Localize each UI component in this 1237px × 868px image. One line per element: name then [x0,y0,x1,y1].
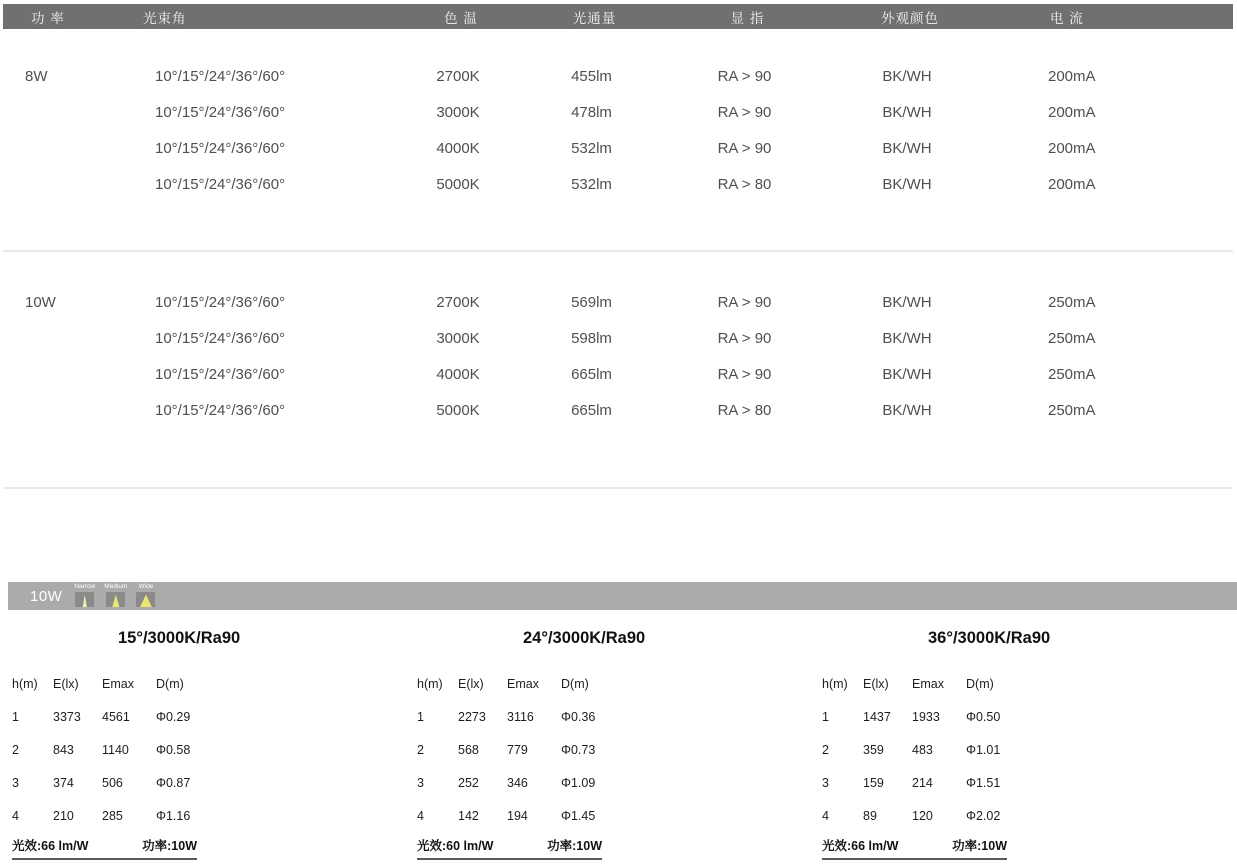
power-cell: 8W [25,67,48,85]
spec-row [0,94,1237,130]
photometric-table-title: 24°/3000K/Ra90 [523,629,646,647]
luminous-flux-cell: 532lm [571,175,612,193]
beam-icons [74,582,155,610]
color-temp-cell: 2700K [436,293,480,311]
photometric-table-header-row [822,668,1167,700]
e-lx-cell: 252 [458,775,479,790]
efficacy-label: 光效:66 lm/W [12,839,89,853]
photometric-column-header: D(m) [561,677,589,691]
efficacy-label: 光效:66 lm/W [822,839,899,853]
photometric-table-row [12,799,357,832]
medium-beam-icon [104,583,127,607]
height-cell: 4 [417,808,424,823]
photometric-table-row [417,733,762,766]
cri-cell: RA > 90 [717,329,772,347]
beam-angle-cell: 10°/15°/24°/36°/60° [155,365,286,383]
color-temp-cell: 3000K [436,103,480,121]
height-cell: 3 [822,775,829,790]
photometric-table-row [822,700,1167,733]
emax-cell: 506 [102,775,123,790]
spec-row [0,284,1237,320]
luminous-flux-cell: 532lm [571,139,612,157]
color-temp-cell: 4000K [436,365,480,383]
header-power: 功 率 [31,10,65,26]
emax-cell: 3116 [507,709,534,724]
header-luminous-flux: 光通量 [572,10,617,26]
emax-cell: 285 [102,808,123,823]
beam-cone-shape [107,594,124,607]
diameter-cell: Φ0.36 [561,709,596,724]
table-bottom-divider [3,487,1233,489]
current-cell: 200mA [1048,67,1096,85]
beam-angle-cell: 10°/15°/24°/36°/60° [155,293,286,311]
spec-group-10W [0,284,1237,428]
photometric-table-row [12,700,357,733]
beam-angle-cell: 10°/15°/24°/36°/60° [155,67,286,85]
photometric-table-row [822,733,1167,766]
cri-cell: RA > 90 [717,365,772,383]
photometric-column-header: E(lx) [53,677,79,691]
photometric-table-header-row [417,668,762,700]
emax-cell: 483 [912,742,933,757]
emax-cell: 194 [507,808,528,823]
cri-cell: RA > 90 [717,103,772,121]
color-temp-cell: 3000K [436,329,480,347]
beam-angle-cell: 10°/15°/24°/36°/60° [155,329,286,347]
housing-color-cell: BK/WH [882,293,932,311]
beam-icon-box [136,592,155,607]
photometric-column-header: h(m) [417,677,443,691]
power-bar-label: 10W [30,587,63,605]
diameter-cell: Φ1.45 [561,808,596,823]
e-lx-cell: 2273 [458,709,486,724]
spec-row [0,392,1237,428]
housing-color-cell: BK/WH [882,103,932,121]
luminous-flux-cell: 665lm [571,401,612,419]
emax-cell: 120 [912,808,933,823]
photometric-table [417,628,762,860]
e-lx-cell: 3373 [53,709,81,724]
power-cell: 10W [25,293,56,311]
height-cell: 3 [12,775,19,790]
photometric-column-header: h(m) [12,677,38,691]
beam-icon-box [75,592,94,607]
height-cell: 3 [417,775,424,790]
housing-color-cell: BK/WH [882,139,932,157]
beam-cone-shape [137,594,154,607]
emax-cell: 214 [912,775,933,790]
e-lx-cell: 359 [863,742,884,757]
diameter-cell: Φ0.73 [561,742,596,757]
photometric-table-title: 36°/3000K/Ra90 [928,629,1051,647]
housing-color-cell: BK/WH [882,329,932,347]
datasheet-page [0,4,1237,868]
luminous-flux-cell: 598lm [571,329,612,347]
beam-angle-cell: 10°/15°/24°/36°/60° [155,139,286,157]
diameter-cell: Φ2.02 [966,808,1001,823]
luminous-flux-cell: 665lm [571,365,612,383]
color-temp-cell: 5000K [436,175,480,193]
photometric-table [822,628,1167,860]
height-cell: 2 [12,742,19,757]
photometric-table-row [822,766,1167,799]
diameter-cell: Φ0.29 [156,709,191,724]
diameter-cell: Φ1.16 [156,808,191,823]
beam-angle-cell: 10°/15°/24°/36°/60° [155,103,286,121]
height-cell: 1 [822,709,829,724]
current-cell: 250mA [1048,365,1096,383]
spec-table-body [0,58,1237,489]
e-lx-cell: 142 [458,808,479,823]
header-housing-color: 外观颜色 [881,10,939,26]
height-cell: 1 [417,709,424,724]
current-cell: 250mA [1048,293,1096,311]
e-lx-cell: 843 [53,742,74,757]
photometric-table-row [12,733,357,766]
luminous-flux-cell: 455lm [571,67,612,85]
beam-icon-box [106,592,125,607]
e-lx-cell: 89 [863,808,877,823]
photometric-table-row [417,766,762,799]
spec-row [0,58,1237,94]
emax-cell: 346 [507,775,528,790]
cri-cell: RA > 90 [717,293,772,311]
diameter-cell: Φ0.58 [156,742,191,757]
power-label: 功率:10W [142,839,197,853]
luminous-flux-cell: 569lm [571,293,612,311]
diameter-cell: Φ0.87 [156,775,191,790]
beam-angle-cell: 10°/15°/24°/36°/60° [155,401,286,419]
height-cell: 4 [12,808,19,823]
e-lx-cell: 159 [863,775,884,790]
current-cell: 250mA [1048,329,1096,347]
spec-table-header [3,4,1233,29]
photometric-table-grid [12,668,357,860]
photometric-column-header: E(lx) [458,677,484,691]
diameter-cell: Φ1.51 [966,775,1001,790]
beam-angle-cell: 10°/15°/24°/36°/60° [155,175,286,193]
spec-row [0,166,1237,202]
e-lx-cell: 568 [458,742,479,757]
photometric-table [12,628,357,860]
e-lx-cell: 1437 [863,709,891,724]
wide-beam-icon [136,583,155,607]
header-color-temp: 色 温 [444,10,478,26]
housing-color-cell: BK/WH [882,365,932,383]
diameter-cell: Φ0.50 [966,709,1001,724]
current-cell: 200mA [1048,175,1096,193]
color-temp-cell: 4000K [436,139,480,157]
photometric-table-header-row [12,668,357,700]
current-cell: 200mA [1048,139,1096,157]
e-lx-cell: 374 [53,775,74,790]
housing-color-cell: BK/WH [882,175,932,193]
diameter-cell: Φ1.09 [561,775,596,790]
spec-group-8W [0,58,1237,202]
photometric-table-row [417,799,762,832]
color-temp-cell: 2700K [436,67,480,85]
cri-cell: RA > 80 [717,401,772,419]
height-cell: 2 [822,742,829,757]
beam-cone-shape [76,594,93,607]
cri-cell: RA > 80 [717,175,772,193]
photometric-table-footer [822,832,1007,860]
photometric-power-bar [8,582,1237,610]
luminous-flux-cell: 478lm [571,103,612,121]
height-cell: 4 [822,808,829,823]
section-divider [3,250,1233,252]
header-current: 电 流 [1050,10,1084,26]
current-cell: 200mA [1048,103,1096,121]
photometric-table-grid [417,668,762,860]
photometric-table-grid [822,668,1167,860]
power-label: 功率:10W [952,839,1007,853]
cri-cell: RA > 90 [717,67,772,85]
diameter-cell: Φ1.01 [966,742,1001,757]
photometric-column-header: Emax [912,677,944,691]
efficacy-label: 光效:60 lm/W [417,839,494,853]
e-lx-cell: 210 [53,808,74,823]
photometric-column-header: D(m) [156,677,184,691]
photometric-table-row [417,700,762,733]
emax-cell: 779 [507,742,528,757]
spec-row [0,356,1237,392]
photometric-table-footer [12,832,197,860]
narrow-beam-icon [74,583,95,607]
beam-icon-label: Narrow [74,583,96,590]
housing-color-cell: BK/WH [882,401,932,419]
photometric-column-header: Emax [507,677,539,691]
emax-cell: 1140 [102,742,129,757]
cri-cell: RA > 90 [717,139,772,157]
photometric-tables [12,628,1237,860]
emax-cell: 1933 [912,709,940,724]
header-beam-angle: 光束角 [143,10,187,26]
height-cell: 1 [12,709,19,724]
spec-row [0,320,1237,356]
photometric-table-title: 15°/3000K/Ra90 [118,629,241,647]
color-temp-cell: 5000K [436,401,480,419]
current-cell: 250mA [1048,401,1096,419]
housing-color-cell: BK/WH [882,67,932,85]
photometric-column-header: h(m) [822,677,848,691]
photometric-column-header: Emax [102,677,134,691]
photometric-table-row [12,766,357,799]
photometric-column-header: D(m) [966,677,994,691]
spec-row [0,130,1237,166]
beam-icon-label: Medium [104,583,128,590]
photometric-column-header: E(lx) [863,677,889,691]
emax-cell: 4561 [102,709,130,724]
height-cell: 2 [417,742,424,757]
photometric-table-footer [417,832,602,860]
photometric-table-row [822,799,1167,832]
header-cri: 显 指 [730,10,765,26]
power-label: 功率:10W [547,839,602,853]
beam-icon-label: Wide [138,583,154,590]
